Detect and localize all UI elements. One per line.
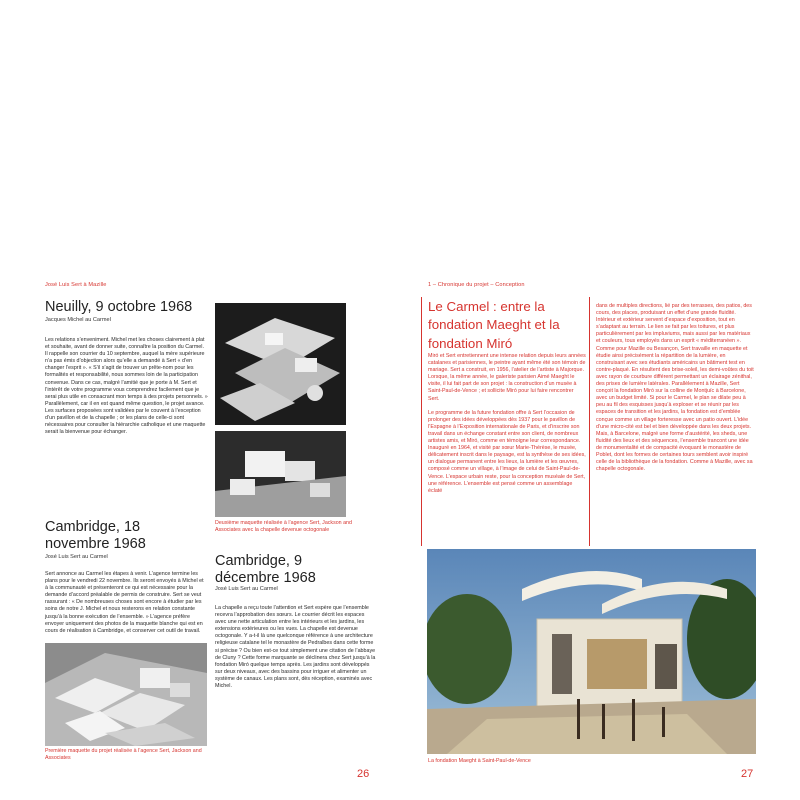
body-cambridge-dec <box>215 605 377 697</box>
byline-cambridge-nov: José Luis Sert au Carmel <box>45 554 108 560</box>
body-cambridge-nov <box>45 571 208 642</box>
paragraph: Sert annonce au Carmel les étapes à venir. L’agence termine les plans pour le vendredi 22 novembre. Ils seront envoyés à Michel et à la communauté et présenteront ce qui est nécessaire pour la demande d’accord préalable de permis de construire. Sert se veut rassurant : « De nombreuses choses sont encore à étudier par les soins de notre J. Michel et nous resterons en relation constante jusqu’à la bonne exécution de l’ensemble. » L’agence préfère envoyer uniquement des photos de la maquette blanche qui est en cours de réalisation à Cambridge, et conserver cet outil de travail. <box>45 571 204 634</box>
section-title-cambridge-nov: Cambridge, 18 novembre 1968 <box>45 519 146 552</box>
caption-fondation-maeght: La fondation Maeght à Saint-Paul-de-Vence <box>428 758 531 764</box>
running-head-right: 1 – Chronique du projet – Conception <box>428 282 525 288</box>
paragraph: Les relations s’enveniment. Michel met les choses clairement à plat et souhaite, avant de donner suite, connaître la position du Carmel. Il rappelle son courrier du 10 septembre, auquel la mère supérieure n’a pas émis d’objection alors qu’elle a demandé à Sert « d’en changer l’esprit ». « S’il s’agit de trouver un prête-nom pour les formalités et responsabilité, nous sommes loin de la participation convenue. Dans ce cas, malgré l’amitié que je porte à M. Sert et l’intérêt de votre programme vous comprendrez facilement que je serai plus utile en consacrant mon temps à des projets personnels. » Parallèlement, car il en est quand même question, le projet avance. Les surfaces proposées sont validées par le couvent à l’exception d’un pavillon et de la chapelle ; or les plans de celle-ci sont nécessaires pour consulter la hiérarchie catholique et une maquette serait la bienvenue pour échanger. <box>45 337 208 436</box>
paragraph: dans de multiples directions, lié par des terrasses, des patios, des cours, des places, produisant un effet d’une grande fluidité. Intérieur et extérieur servent d’espace d’exposition, tout en s’adaptant au terrain. Le lien se fait par les toitures, et plus particulièrement par les impluviums, mais aussi par les matériaux et couleurs, tous employés dans un esprit « méditerranéen ». Comme pour Mazille ou Besançon, Sert travaille en maquette et étudie ainsi précisément la répartition de la lumière, en construisant avec ses étudiants américains un bâtiment test en contre-plaqué. En résultent des brise-soleil, les demi-voûtes du toit avec rayon de courbure différent permettant un éclairage zénithal, des prises de lumière latérales. Parallèlement à Mazille, Sert conçoit la fondation Miró sur la colline de Montjuïc à Barcelone, avec un budget limité. Si pour le Carmel, le plan se dilate peu à peu au fil des esquisses jusqu’à exploser et se réunir par les espaces de transition et les jardins, la fondation est d’emblée conçue comme un village forteresse avec un patio ouvert. L’idée d’une micro-cité est bel et bien développée dans les deux projets. Mais, à Barcelone, malgré une forme d’austérité, les sheds, une fluidité des lieux et des séquences, l’ensemble trancont une idée de monumentalité et de compacité évoquant le monastère de Poblet, dont les formes de certaines tours semblent avoir inspiré celle de la bibliothèque de la fondation. Comme à Mazille, avec sa chapelle octogonale. <box>596 303 754 473</box>
page-title-carmel: Le Carmel : entre la fondation Maeght et la fondation Miró <box>428 299 560 351</box>
red-rule-center <box>589 297 590 546</box>
page-number-left: 26 <box>357 768 370 780</box>
paragraph: La chapelle a reçu toute l’attention et Sert espère que l’ensemble recevra l’approbation des sœurs. Le courrier décrit les espaces avec une nette articulation entre les intérieurs et les jardins, les extensions extérieures ou les vues. La chapelle est devenue octogonale. Y a-t-il là une quelconque référence à une architecture religieuse catalane tel le monastère de Pedralbes dans cette forme si précise ? Ou bien est-ce tout simplement une citation de l’abbaye de Cluny ? Cette forme marquante se déclinera chez Sert jusqu’à la fondation Miró quelque temps après. Les jardins sont développés sur deux niveaux, avec des bassins pour irriguer et alimenter un système de canaux. Les plans sont, dès réception, examinés avec Michel. <box>215 605 376 690</box>
caption-first-model: Première maquette du projet réalisée à l’agence Sert, Jackson and Associates <box>45 748 202 761</box>
byline-cambridge-dec: José Luis Sert au Carmel <box>215 586 278 592</box>
section-title-neuilly: Neuilly, 9 octobre 1968 <box>45 299 193 315</box>
photo-second-model-top <box>215 303 346 425</box>
body-neuilly <box>45 337 208 443</box>
photo-fondation-maeght <box>427 549 756 754</box>
body-col1 <box>428 353 586 502</box>
section-title-cambridge-dec: Cambridge, 9 décembre 1968 <box>215 553 316 586</box>
photo-first-model <box>45 643 207 746</box>
body-col2 <box>596 303 754 480</box>
paragraph: Miró et Sert entretiennent une intense relation depuis leurs années catalanes et parisiennes, le peintre ayant même été son témoin de mariage. Sert a construit, en 1956, l’atelier de l’artiste à Majorque. Lorsque, la même année, le galeriste parisien Aimé Maeght le visite, il lui fait part de son projet : la construction d’un musée à Saint-Paul-de-Vence ; et sollicite Miró pour lui faire rencontrer Sert. <box>428 353 586 402</box>
red-rule-left <box>421 297 422 546</box>
running-head-left: José Luis Sert à Mazille <box>45 282 107 288</box>
caption-second-model: Deuxième maquette réalisée à l’agence Sert, Jackson and Associates avec la chapelle devenue octogonale <box>215 520 352 533</box>
photo-second-model-bottom <box>215 431 346 517</box>
byline-neuilly: Jacques Michel au Carmel <box>45 317 111 323</box>
paragraph: Le programme de la future fondation offre à Sert l’occasion de prolonger des idées développées dès 1937 pour le pavillon de l’Espagne à l’Exposition internationale de Paris, et d’inscrire son travail dans un échange constant entre son client, de nombreux artistes amis, et Miró, comme en témoigne leur correspondance. Inauguré en 1964, et visité par sœur Marie-Thérèse, le musée, délicatement inscrit dans le paysage, est la synthèse de ses idées, un dialogue permanent entre les lieux, la lumière et les œuvres, composé comme un village, à l’image de celui de Saint-Paul-de-Vence. L’espace urbain reste, pour la conception muséale de Sert, une référence. L’ensemble est pensé comme un assemblage éclaté <box>428 409 586 494</box>
page-number-right: 27 <box>741 768 754 780</box>
